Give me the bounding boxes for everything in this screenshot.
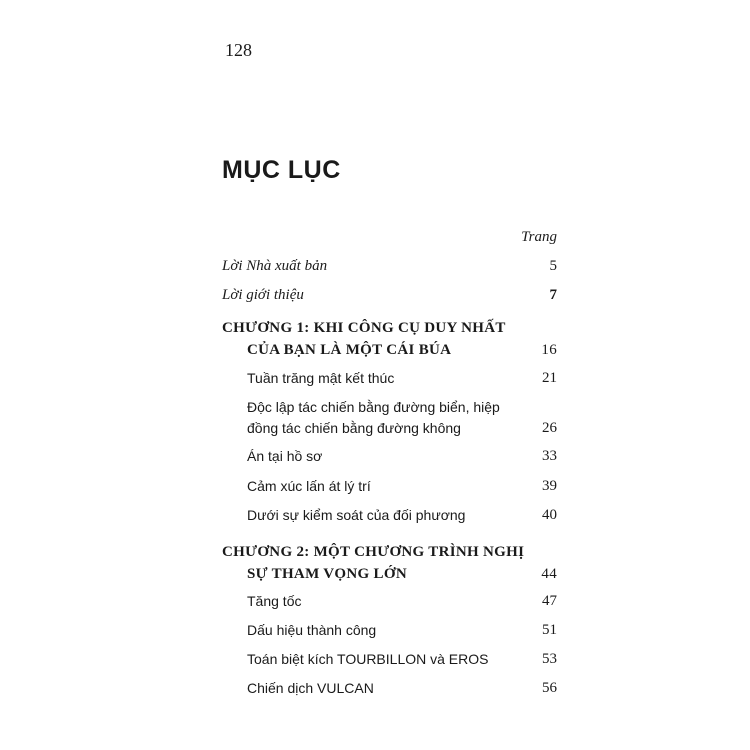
toc-entry-page: 40 xyxy=(542,507,557,523)
toc-entry-page: 33 xyxy=(542,448,557,464)
toc-entry-label: Tăng tốc xyxy=(247,593,302,609)
toc-entry-label: Dấu hiệu thành công xyxy=(247,622,377,638)
toc-entry-page: 5 xyxy=(549,258,557,274)
toc-entry-label: Toán biệt kích TOURBILLON và EROS xyxy=(247,651,489,667)
toc-entry-page: 51 xyxy=(542,622,557,638)
toc-entry-page: 16 xyxy=(541,342,557,358)
toc-entry-page: 7 xyxy=(549,287,557,303)
toc-entry xyxy=(0,418,750,438)
toc-entry-label: Lời giới thiệu xyxy=(222,287,304,303)
toc-entry-page: 47 xyxy=(542,593,557,609)
chapter-title-line1: CHƯƠNG 2: MỘT CHƯƠNG TRÌNH NGHỊ xyxy=(222,544,525,560)
toc-entry xyxy=(0,476,750,496)
toc-chapter-title xyxy=(0,318,750,338)
toc-entry-label: Cảm xúc lấn át lý trí xyxy=(247,478,371,494)
toc-entry xyxy=(0,620,750,640)
chapter-title-line2: CỦA BẠN LÀ MỘT CÁI BÚA xyxy=(247,342,452,358)
toc-entry xyxy=(0,649,750,669)
page-column-header: Trang xyxy=(521,229,557,245)
toc-entry-label: Độc lập tác chiến bằng đường biển, hiệp xyxy=(247,399,500,415)
toc-entry-page: 44 xyxy=(541,566,557,582)
toc-entry-front-matter xyxy=(0,256,750,276)
page-title: MỤC LỤC xyxy=(222,156,341,184)
toc-chapter-title xyxy=(0,564,750,584)
toc-entry xyxy=(0,678,750,698)
toc-entry-front-matter xyxy=(0,285,750,305)
toc-entry-label: Chiến dịch VULCAN xyxy=(247,680,374,696)
toc-entry xyxy=(0,591,750,611)
toc-entry-page: 21 xyxy=(542,370,557,386)
page-number: 128 xyxy=(225,40,252,60)
toc-entry-label: Tuần trăng mật kết thúc xyxy=(247,370,395,386)
toc-entry-page: 26 xyxy=(542,420,557,436)
toc-entry-page: 39 xyxy=(542,478,557,494)
toc-entry xyxy=(0,368,750,388)
toc-entry-label: Lời Nhà xuất bản xyxy=(222,258,328,274)
toc-entry-label: Án tại hồ sơ xyxy=(247,448,323,464)
toc-entry xyxy=(0,446,750,466)
toc-entry-page: 53 xyxy=(542,651,557,667)
chapter-title-line1: CHƯƠNG 1: KHI CÔNG CỤ DUY NHẤT xyxy=(222,320,506,336)
chapter-title-line2: SỰ THAM VỌNG LỚN xyxy=(247,566,407,582)
toc-entry-label-line2: đồng tác chiến bằng đường không xyxy=(247,420,461,436)
toc-entry-page: 56 xyxy=(542,680,557,696)
toc-entry-label: Dưới sự kiểm soát của đối phương xyxy=(247,507,466,523)
toc-entry xyxy=(0,397,750,417)
toc-chapter-title xyxy=(0,340,750,360)
toc-chapter-title xyxy=(0,542,750,562)
toc-entry xyxy=(0,505,750,525)
